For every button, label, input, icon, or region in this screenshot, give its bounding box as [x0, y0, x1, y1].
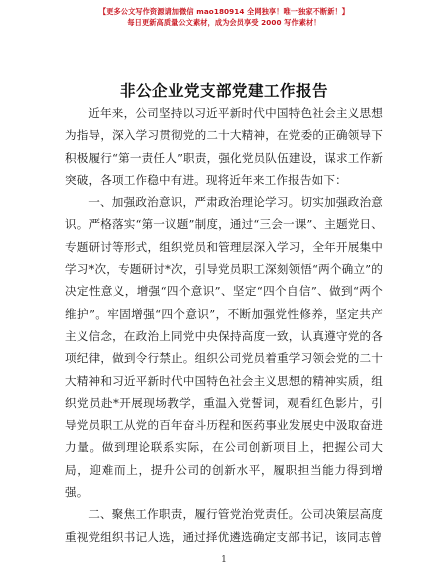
page-number: 1 — [221, 555, 227, 565]
promo-banner — [0, 6, 448, 28]
paragraph-intro: 近年来，公司坚持以习近平新时代中国特色社会主义思想为指导，深入学习贯彻党的二十大精神，在党委的正确领导下积极履行“第一责任人”职责，强化党员队伍建设，谋求工作新突破，各项工作稳中有进。现将近年来工作报告如下： — [65, 106, 383, 187]
paragraph-section-2: 二、聚焦工作职责，履行管党治党责任。公司决策层高度重视党组织书记人选，通过择优遴选确定支部书记，该同志曾 — [65, 507, 383, 544]
paragraph-section-1: 一、加强政治意识，严肃政治理论学习。切实加强政治意识。严格落实“第一议题”制度，通过“三会一课”、主题党日、专题研讨等形式，组织党员和管理层深入学习，全年开展集中学习*次，专题研讨*次，引导党员职工深刻领悟“两个确立”的决定性意义，增强“四个意识”、坚定“四个自信”、做到“两个维护”。牢固增强“四个意识”，不断加强党性修养，坚定共产主义信念，在政治上同党中央保持高度一致，认真遵守党的各项纪律，做到令行禁止。组织公司党员着重学习领会党的二十大精神和习近平新时代中国特色社会主义思想的精神实质，组织党员赴*开展现场教学，重温入党誓词，观看红色影片，引导党员职工从党的百年奋斗历程和医药事业发展史中汲取奋进力量。做到理论联系实际，在公司创新项目上，把握公司大局，迎难而上，提升公司的创新水平，履职担当能力得到增强。 — [65, 195, 383, 500]
document-title: 非公企业党支部党建工作报告 — [119, 82, 328, 100]
promo-banner-line2: 每日更新高质量公文素材，成为会员享受 2000 写作素材！ — [127, 18, 321, 27]
promo-banner-line1: 【更多公文写作资源请加微信 mao180914 全网独享！唯一独家不断新！】 — [98, 7, 350, 16]
document-body — [65, 102, 383, 548]
